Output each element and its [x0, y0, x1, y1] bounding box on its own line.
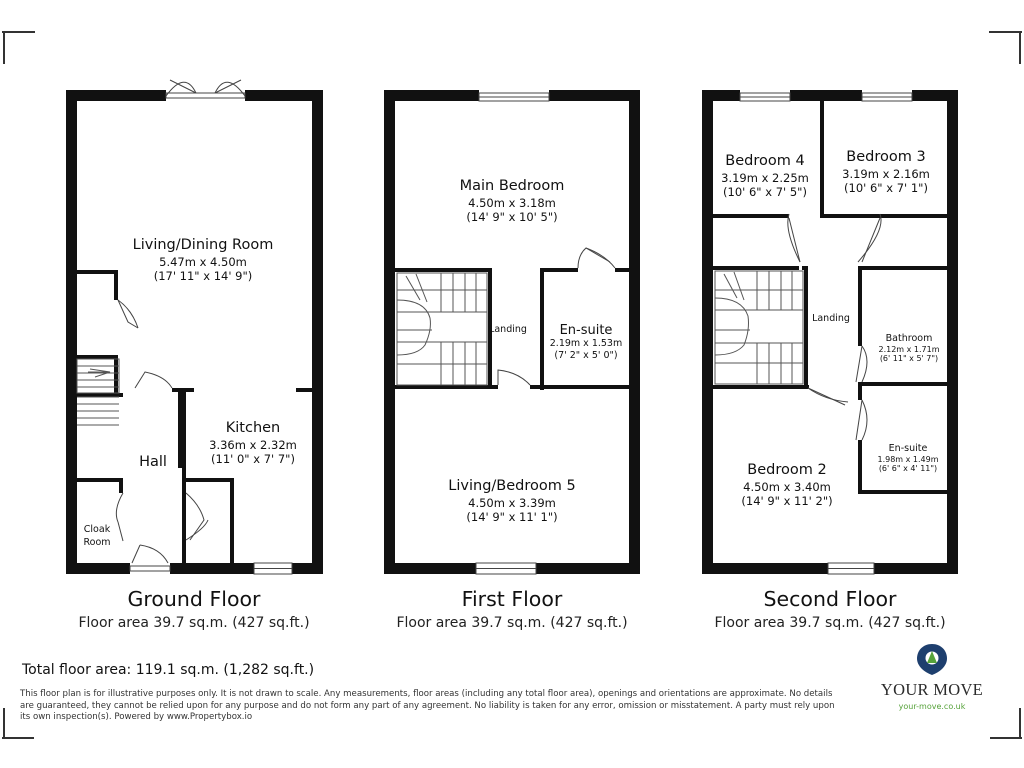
room-size-imperial: (10' 6" x 7' 5") — [723, 185, 807, 199]
room-size-imperial: (14' 9" x 11' 1") — [466, 510, 558, 524]
room-size-metric: 5.47m x 4.50m — [159, 255, 247, 269]
room-size-metric: 3.36m x 2.32m — [209, 438, 297, 452]
logo-url: your-move.co.uk — [898, 702, 966, 711]
room-name: Bedroom 4 — [725, 153, 805, 169]
ground-floor-plan — [66, 80, 323, 574]
floor-area-second: Floor area 39.7 sq.m. (427 sq.ft.) — [714, 615, 946, 631]
room-size-metric: 4.50m x 3.18m — [468, 196, 556, 210]
room-name: Kitchen — [225, 420, 281, 436]
room-name: Bathroom — [885, 333, 933, 344]
logo-name: YOUR MOVE — [880, 680, 984, 699]
room-size-imperial: (6' 11" x 5' 7") — [879, 354, 939, 363]
floor-area-ground: Floor area 39.7 sq.m. (427 sq.ft.) — [78, 615, 310, 631]
floor-title-first: First Floor — [461, 587, 563, 611]
room-size-imperial: (7' 2" x 5' 0") — [554, 350, 618, 361]
floor-title-ground: Ground Floor — [127, 587, 261, 611]
room-size-imperial: (14' 9" x 10' 5") — [466, 210, 558, 224]
room-size-imperial: (6' 6" x 4' 11") — [878, 464, 938, 473]
room-size-metric: 3.19m x 2.25m — [721, 171, 809, 185]
room-size-metric: 2.19m x 1.53m — [549, 338, 623, 349]
room-name: Living/Dining Room — [132, 237, 274, 253]
company-logo — [872, 642, 992, 711]
total-floor-area: Total floor area: 119.1 sq.m. (1,282 sq.ft.) — [22, 662, 315, 678]
room-size-imperial: (11' 0" x 7' 7") — [211, 452, 295, 466]
room-name: Landing — [489, 324, 527, 335]
room-name: Hall — [139, 454, 167, 470]
floor-area-first: Floor area 39.7 sq.m. (427 sq.ft.) — [396, 615, 628, 631]
room-size-metric: 3.19m x 2.16m — [842, 167, 930, 181]
room-size-metric: 4.50m x 3.39m — [468, 496, 556, 510]
room-name: En-suite — [888, 443, 928, 454]
room-labels — [83, 149, 939, 548]
room-name: Room — [83, 537, 111, 548]
room-name: En-suite — [559, 323, 613, 338]
room-name: Living/Bedroom 5 — [448, 478, 576, 494]
disclaimer-text: This floor plan is for illustrative purposes only. It is not drawn to scale. Any measurements, floor areas (including any total floor area), openings and orientations are approximate. No details are guaranteed, they cannot be relied upon for any purpose and do not form any part of any agreement. No liability is taken for any error, omission or misstatement. A party must rely upon its own inspection(s). Powered by www.Propertybox.io — [20, 689, 835, 722]
room-name: Bedroom 2 — [747, 462, 827, 478]
room-size-imperial: (14' 9" x 11' 2") — [741, 494, 833, 508]
room-name: Bedroom 3 — [846, 149, 926, 165]
room-name: Cloak — [83, 524, 111, 535]
room-size-imperial: (10' 6" x 7' 1") — [844, 181, 928, 195]
room-size-metric: 4.50m x 3.40m — [743, 480, 831, 494]
floor-title-second: Second Floor — [763, 587, 897, 611]
location-pin-icon — [915, 642, 949, 676]
room-size-metric: 1.98m x 1.49m — [877, 455, 939, 464]
room-size-metric: 2.12m x 1.71m — [878, 345, 940, 354]
room-name: Main Bedroom — [459, 178, 565, 194]
room-size-imperial: (17' 11" x 14' 9") — [153, 269, 253, 283]
room-name: Landing — [812, 313, 850, 324]
